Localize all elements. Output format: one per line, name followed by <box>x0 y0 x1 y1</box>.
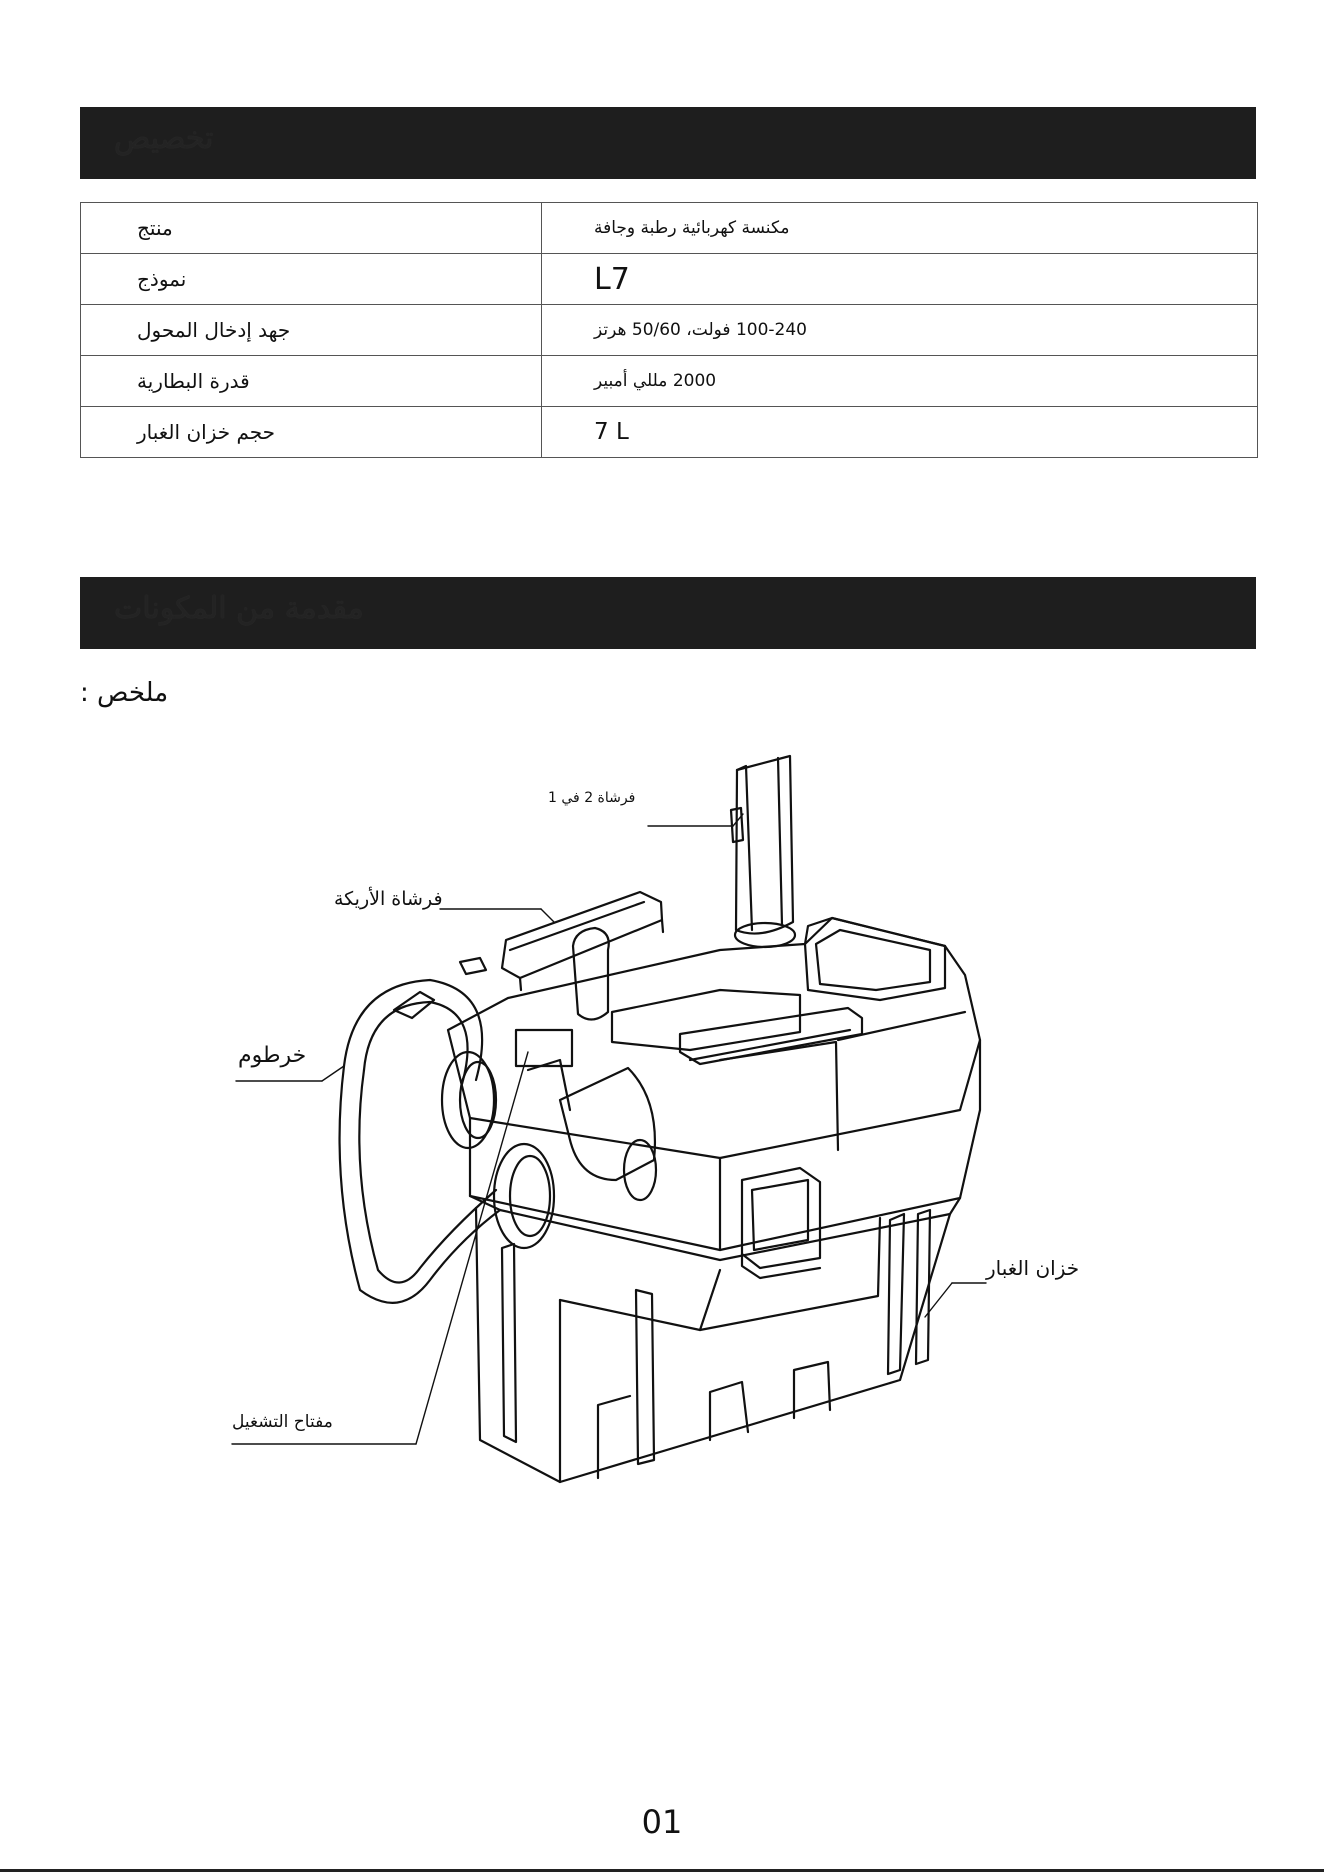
spec-label: جهد إدخال المحول <box>81 305 542 356</box>
spec-value: 2000 مللي أمبير <box>542 356 1258 407</box>
spec-label: منتج <box>81 203 542 254</box>
callout-power-switch: مفتاح التشغيل <box>232 1412 333 1432</box>
specification-title: تخصيص <box>114 121 214 156</box>
vacuum-body-drawing <box>448 918 980 1482</box>
spec-value: 7 L <box>542 407 1258 458</box>
spec-label: قدرة البطارية <box>81 356 542 407</box>
spec-value: مكنسة كهربائية رطبة وجافة <box>542 203 1258 254</box>
callout-dust-tank: خزان الغبار <box>986 1256 1080 1280</box>
spec-label: نموذج <box>81 254 542 305</box>
spec-label: حجم خزان الغبار <box>81 407 542 458</box>
components-title: مقدمة من المكونات <box>114 591 364 626</box>
summary-label: ملخص : <box>80 678 169 708</box>
page-number: 01 <box>641 1803 683 1841</box>
callout-hose: خرطوم <box>238 1043 307 1068</box>
brush-2in1-drawing <box>731 756 795 947</box>
spec-value: 100-240 فولت، 50/60 هرتز <box>542 305 1258 356</box>
sofa-brush-drawing <box>502 892 663 1020</box>
callout-brush-2in1: فرشاة 2 في 1 <box>548 790 636 806</box>
spec-value: L7 <box>542 254 1258 305</box>
ports-drawing <box>442 1030 656 1248</box>
callout-sofa-brush: فرشاة الأريكة <box>334 888 443 910</box>
